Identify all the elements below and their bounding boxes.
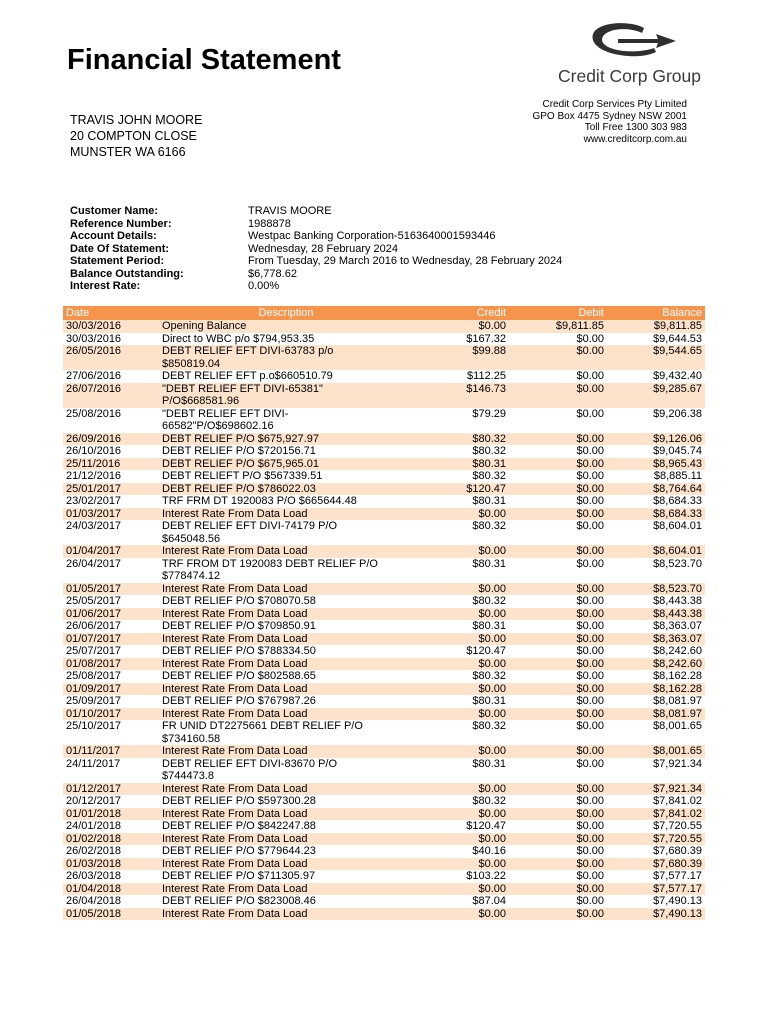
cell-debit: $0.00 bbox=[576, 370, 604, 382]
cell-date: 01/04/2018 bbox=[63, 883, 159, 896]
cell-credit: $99.88 bbox=[413, 345, 509, 370]
column-header-balance: Balance bbox=[607, 306, 705, 320]
cell-description: DEBT RELIEF EFT DIVI-74179 P/O $645048.56 bbox=[162, 520, 338, 545]
cell-credit: $80.32 bbox=[472, 795, 506, 807]
table-row bbox=[63, 683, 705, 696]
cell-description: DEBT RELIEF P/O $842247.88 bbox=[162, 820, 316, 832]
cell-balance: $7,577.17 bbox=[607, 883, 705, 896]
cell-date: 20/12/2017 bbox=[66, 795, 122, 807]
cell-balance: $9,045.74 bbox=[653, 445, 702, 457]
transactions-body bbox=[63, 320, 705, 920]
cell-credit: $0.00 bbox=[413, 658, 509, 671]
cell-debit: $0.00 bbox=[576, 695, 604, 707]
detail-row bbox=[70, 255, 562, 268]
table-row bbox=[63, 558, 705, 583]
table-header-row bbox=[63, 306, 705, 320]
column-header-date: Date bbox=[63, 306, 159, 320]
cell-credit: $112.25 bbox=[467, 370, 506, 382]
cell-debit: $0.00 bbox=[576, 870, 604, 882]
detail-row bbox=[70, 280, 562, 293]
cell-date: 25/08/2017 bbox=[66, 670, 122, 682]
cell-balance: $8,242.60 bbox=[607, 658, 705, 671]
cell-description: DEBT RELIEF P/O $597300.28 bbox=[162, 795, 316, 807]
cell-debit: $0.00 bbox=[509, 583, 607, 596]
cell-credit: $0.00 bbox=[413, 320, 509, 333]
cell-debit: $0.00 bbox=[576, 670, 604, 682]
cell-credit: $80.32 bbox=[472, 670, 506, 682]
table-row bbox=[63, 620, 705, 633]
detail-value: $6,778.62 bbox=[248, 267, 297, 280]
cell-credit: $80.32 bbox=[472, 470, 506, 482]
credit-corp-logo-icon bbox=[584, 22, 684, 64]
cell-description: Interest Rate From Data Load bbox=[159, 633, 413, 646]
cell-date: 01/03/2018 bbox=[63, 858, 159, 871]
cell-date: 01/07/2017 bbox=[63, 633, 159, 646]
cell-date: 01/09/2017 bbox=[63, 683, 159, 696]
cell-credit: $80.31 bbox=[413, 458, 509, 471]
cell-description: Interest Rate From Data Load bbox=[159, 708, 413, 721]
cell-description: TRF FROM DT 1920083 DEBT RELIEF P/O $778474.12 bbox=[162, 557, 378, 582]
cell-balance: $8,885.11 bbox=[653, 470, 702, 482]
cell-description: Interest Rate From Data Load bbox=[159, 745, 413, 758]
cell-balance: $8,443.38 bbox=[653, 595, 702, 607]
cell-debit: $0.00 bbox=[576, 895, 604, 907]
table-row bbox=[63, 370, 705, 383]
cell-date: 25/05/2017 bbox=[66, 595, 122, 607]
cell-credit: $80.32 bbox=[472, 520, 506, 532]
page-title: Financial Statement bbox=[67, 44, 341, 76]
detail-label: Account Details: bbox=[70, 230, 157, 242]
cell-date: 26/04/2018 bbox=[66, 895, 122, 907]
cell-credit: $0.00 bbox=[413, 783, 509, 796]
cell-description: DEBT RELIEF P/O $786022.03 bbox=[159, 483, 413, 496]
column-header-credit: Credit bbox=[413, 306, 509, 320]
cell-description: DEBT RELIEF P/O $709850.91 bbox=[162, 620, 316, 632]
detail-value: TRAVIS MOORE bbox=[248, 205, 332, 217]
cell-date: 24/03/2017 bbox=[66, 520, 122, 532]
column-header-description: Description bbox=[159, 306, 413, 320]
cell-debit: $0.00 bbox=[576, 407, 604, 420]
table-row bbox=[63, 808, 705, 821]
table-row bbox=[63, 595, 705, 608]
detail-value: From Tuesday, 29 March 2016 to Wednesday, 28 February 2024 bbox=[248, 255, 563, 267]
detail-row bbox=[70, 268, 562, 281]
detail-label: Customer Name: bbox=[70, 205, 159, 217]
cell-credit: $0.00 bbox=[413, 633, 509, 646]
table-row bbox=[63, 695, 705, 708]
table-row bbox=[63, 870, 705, 883]
table-row bbox=[63, 320, 705, 333]
cell-description: Interest Rate From Data Load bbox=[159, 858, 413, 871]
table-row bbox=[63, 783, 705, 796]
cell-credit: $80.32 bbox=[472, 445, 506, 457]
cell-credit: $80.31 bbox=[472, 757, 506, 770]
cell-date: 26/06/2017 bbox=[66, 620, 122, 632]
cell-date: 25/08/2016 bbox=[66, 407, 122, 420]
cell-balance: $7,577.17 bbox=[653, 870, 702, 882]
cell-credit: $0.00 bbox=[413, 858, 509, 871]
cell-balance: $7,921.34 bbox=[653, 757, 702, 770]
table-row bbox=[63, 470, 705, 483]
cell-credit: $80.31 bbox=[472, 557, 506, 570]
cell-balance: $8,363.07 bbox=[607, 633, 705, 646]
table-row bbox=[63, 758, 705, 783]
cell-date: 26/07/2016 bbox=[63, 383, 159, 408]
cell-credit: $0.00 bbox=[413, 833, 509, 846]
address-line: 20 COMPTON CLOSE bbox=[70, 129, 197, 143]
cell-description: DEBT RELIEF P/O $675,927.97 bbox=[159, 433, 413, 446]
cell-description: TRF FRM DT 1920083 P/O $665644.48 bbox=[162, 495, 357, 507]
cell-credit: $79.29 bbox=[472, 407, 506, 420]
cell-description: Interest Rate From Data Load bbox=[159, 683, 413, 696]
cell-description: Direct to WBC p/o $794,953.35 bbox=[162, 332, 315, 345]
table-row bbox=[63, 833, 705, 846]
cell-date: 24/11/2017 bbox=[66, 757, 121, 770]
account-details bbox=[70, 205, 562, 293]
cell-balance: $8,162.28 bbox=[653, 670, 702, 682]
cell-credit: $40.16 bbox=[472, 845, 506, 857]
cell-description: Interest Rate From Data Load bbox=[159, 658, 413, 671]
cell-debit: $0.00 bbox=[509, 658, 607, 671]
cell-balance: $9,432.40 bbox=[653, 370, 702, 382]
table-row bbox=[63, 545, 705, 558]
cell-description: Interest Rate From Data Load bbox=[159, 545, 413, 558]
cell-description: FR UNID DT2275661 DEBT RELIEF P/O $734160.58 bbox=[162, 720, 363, 745]
cell-credit: $80.31 bbox=[472, 695, 506, 707]
cell-debit: $0.00 bbox=[509, 908, 607, 921]
cell-balance: $9,811.85 bbox=[607, 320, 705, 333]
cell-balance: $8,764.64 bbox=[607, 483, 705, 496]
cell-credit: $0.00 bbox=[413, 683, 509, 696]
cell-description: "DEBT RELIEF EFT DIVI- 66582"P/O$698602.16 bbox=[162, 407, 289, 432]
cell-credit: $80.32 bbox=[472, 720, 506, 732]
table-row bbox=[63, 895, 705, 908]
cell-date: 26/03/2018 bbox=[66, 870, 122, 882]
cell-balance: $8,162.28 bbox=[607, 683, 705, 696]
detail-value: 1988878 bbox=[248, 217, 291, 230]
cell-debit: $0.00 bbox=[576, 757, 604, 770]
cell-date: 01/06/2017 bbox=[63, 608, 159, 621]
cell-credit: $80.31 bbox=[472, 495, 506, 507]
company-name: Credit Corp Services Pty Limited bbox=[542, 99, 687, 110]
cell-date: 25/09/2017 bbox=[66, 695, 122, 707]
table-row bbox=[63, 583, 705, 596]
cell-balance: $8,604.01 bbox=[607, 545, 705, 558]
cell-debit: $0.00 bbox=[576, 845, 604, 857]
cell-credit: $167.32 bbox=[466, 332, 506, 345]
cell-date: 26/10/2016 bbox=[66, 445, 122, 457]
cell-description: "DEBT RELIEF EFT DIVI-65381" P/O$668581.96 bbox=[159, 383, 413, 408]
table-row bbox=[63, 383, 705, 408]
logo-text: Credit Corp Group bbox=[558, 66, 701, 86]
detail-row bbox=[70, 230, 562, 243]
recipient-address bbox=[70, 112, 202, 160]
cell-date: 01/01/2018 bbox=[63, 808, 159, 821]
table-row bbox=[63, 820, 705, 833]
company-details bbox=[532, 99, 687, 145]
cell-debit: $0.00 bbox=[576, 470, 604, 482]
cell-balance: $8,081.97 bbox=[607, 708, 705, 721]
cell-debit: $0.00 bbox=[509, 383, 607, 408]
table-row bbox=[63, 633, 705, 646]
cell-credit: $80.32 bbox=[472, 595, 506, 607]
cell-date: 01/11/2017 bbox=[63, 745, 159, 758]
cell-date: 01/12/2017 bbox=[63, 783, 159, 796]
cell-debit: $0.00 bbox=[576, 445, 604, 457]
table-row bbox=[63, 795, 705, 808]
cell-balance: $7,680.39 bbox=[607, 858, 705, 871]
cell-date: 25/01/2017 bbox=[63, 483, 159, 496]
cell-date: 01/04/2017 bbox=[63, 545, 159, 558]
cell-credit: $0.00 bbox=[413, 583, 509, 596]
column-header-debit: Debit bbox=[509, 306, 607, 320]
detail-value: 0.00% bbox=[248, 280, 280, 292]
detail-label: Balance Outstanding: bbox=[70, 267, 184, 280]
cell-description: DEBT RELIEF P/O $675,965.01 bbox=[159, 458, 413, 471]
detail-label: Date Of Statement: bbox=[70, 242, 170, 255]
cell-description: Interest Rate From Data Load bbox=[159, 808, 413, 821]
cell-balance: $8,523.70 bbox=[607, 583, 705, 596]
table-row bbox=[63, 333, 705, 346]
table-row bbox=[63, 658, 705, 671]
cell-balance: $8,363.07 bbox=[653, 620, 702, 632]
cell-description: Interest Rate From Data Load bbox=[159, 833, 413, 846]
cell-credit: $80.32 bbox=[413, 433, 509, 446]
cell-balance: $9,285.67 bbox=[607, 383, 705, 408]
table-row bbox=[63, 708, 705, 721]
cell-description: DEBT RELIEFT P/O $567339.51 bbox=[162, 470, 323, 482]
cell-balance: $8,242.60 bbox=[653, 645, 702, 657]
table-row bbox=[63, 520, 705, 545]
cell-date: 30/03/2016 bbox=[63, 320, 159, 333]
cell-date: 26/02/2018 bbox=[66, 845, 122, 857]
cell-debit: $0.00 bbox=[509, 808, 607, 821]
table-row bbox=[63, 745, 705, 758]
cell-date: 01/10/2017 bbox=[63, 708, 159, 721]
cell-description: DEBT RELIEF P/O $708070.58 bbox=[162, 595, 316, 607]
cell-date: 23/02/2017 bbox=[66, 495, 122, 507]
cell-debit: $0.00 bbox=[509, 883, 607, 896]
table-row bbox=[63, 908, 705, 921]
cell-date: 26/09/2016 bbox=[63, 433, 159, 446]
cell-description: Interest Rate From Data Load bbox=[159, 583, 413, 596]
table-row bbox=[63, 720, 705, 745]
cell-credit: $120.47 bbox=[413, 483, 509, 496]
cell-balance: $7,841.02 bbox=[653, 795, 702, 807]
cell-description: DEBT RELIEF P/O $788334.50 bbox=[162, 645, 316, 657]
cell-credit: $80.31 bbox=[472, 620, 506, 632]
cell-description: Interest Rate From Data Load bbox=[159, 883, 413, 896]
cell-debit: $0.00 bbox=[576, 820, 604, 832]
cell-description: Interest Rate From Data Load bbox=[159, 608, 413, 621]
cell-description: DEBT RELIEF P/O $779644.23 bbox=[162, 845, 316, 857]
cell-balance: $7,680.39 bbox=[653, 845, 702, 857]
cell-balance: $8,684.33 bbox=[607, 508, 705, 521]
cell-debit: $0.00 bbox=[509, 545, 607, 558]
cell-credit: $0.00 bbox=[413, 745, 509, 758]
table-row bbox=[63, 433, 705, 446]
cell-balance: $8,001.65 bbox=[653, 720, 702, 732]
cell-debit: $0.00 bbox=[509, 833, 607, 846]
table-row bbox=[63, 445, 705, 458]
cell-debit: $0.00 bbox=[576, 795, 604, 807]
cell-balance: $9,126.06 bbox=[607, 433, 705, 446]
cell-balance: $8,001.65 bbox=[607, 745, 705, 758]
cell-date: 21/12/2016 bbox=[66, 470, 122, 482]
cell-credit: $0.00 bbox=[413, 508, 509, 521]
company-postal: GPO Box 4475 Sydney NSW 2001 bbox=[532, 110, 687, 122]
cell-balance: $7,720.55 bbox=[653, 820, 702, 832]
detail-label: Interest Rate: bbox=[70, 280, 141, 292]
table-row bbox=[63, 483, 705, 496]
cell-date: 01/03/2017 bbox=[63, 508, 159, 521]
cell-credit: $120.47 bbox=[466, 820, 506, 832]
cell-credit: $146.73 bbox=[413, 383, 509, 408]
cell-credit: $0.00 bbox=[413, 545, 509, 558]
cell-credit: $0.00 bbox=[413, 708, 509, 721]
cell-date: 25/10/2017 bbox=[66, 720, 122, 732]
cell-debit: $0.00 bbox=[576, 332, 604, 345]
table-row bbox=[63, 345, 705, 370]
detail-value: Westpac Banking Corporation-516364000159​3446 bbox=[248, 230, 496, 242]
cell-description: Opening Balance bbox=[159, 320, 413, 333]
cell-balance: $8,684.33 bbox=[653, 495, 702, 507]
company-phone: Toll Free 1300 303 983 bbox=[584, 122, 687, 134]
cell-debit: $0.00 bbox=[576, 495, 604, 507]
table-row bbox=[63, 608, 705, 621]
detail-row bbox=[70, 218, 562, 231]
detail-label: Reference Number: bbox=[70, 217, 172, 230]
cell-description: Interest Rate From Data Load bbox=[159, 908, 413, 921]
cell-balance: $8,604.01 bbox=[653, 520, 702, 532]
cell-credit: $0.00 bbox=[413, 608, 509, 621]
table-row bbox=[63, 458, 705, 471]
table-row bbox=[63, 858, 705, 871]
cell-balance: $7,720.55 bbox=[607, 833, 705, 846]
cell-credit: $120.47 bbox=[466, 645, 506, 657]
detail-value: Wednesday, 28 February 2024 bbox=[248, 242, 399, 255]
cell-balance: $9,206.38 bbox=[653, 407, 702, 420]
cell-debit: $0.00 bbox=[509, 458, 607, 471]
cell-date: 01/08/2017 bbox=[63, 658, 159, 671]
cell-balance: $7,841.02 bbox=[607, 808, 705, 821]
cell-date: 30/03/2016 bbox=[66, 332, 122, 345]
cell-debit: $0.00 bbox=[576, 595, 604, 607]
table-row bbox=[63, 845, 705, 858]
detail-row bbox=[70, 243, 562, 256]
cell-debit: $0.00 bbox=[576, 620, 604, 632]
cell-balance: $7,490.13 bbox=[653, 895, 702, 907]
cell-debit: $0.00 bbox=[509, 433, 607, 446]
detail-label: Statement Period: bbox=[70, 255, 165, 267]
cell-date: 01/05/2018 bbox=[63, 908, 159, 921]
cell-debit: $0.00 bbox=[576, 720, 604, 732]
cell-debit: $0.00 bbox=[509, 345, 607, 370]
cell-date: 24/01/2018 bbox=[66, 820, 122, 832]
cell-balance: $7,921.34 bbox=[607, 783, 705, 796]
cell-debit: $0.00 bbox=[509, 633, 607, 646]
cell-description: DEBT RELIEF EFT DIVI-83670 P/O $744473.8 bbox=[162, 757, 338, 782]
table-row bbox=[63, 670, 705, 683]
cell-description: DEBT RELIEF P/O $802588.65 bbox=[162, 670, 316, 682]
cell-debit: $0.00 bbox=[509, 783, 607, 796]
cell-balance: $9,544.65 bbox=[607, 345, 705, 370]
table-row bbox=[63, 408, 705, 433]
cell-description: DEBT RELIEF P/O $720156.71 bbox=[162, 445, 316, 457]
cell-date: 25/07/2017 bbox=[66, 645, 122, 657]
cell-debit: $0.00 bbox=[509, 483, 607, 496]
cell-date: 01/02/2018 bbox=[63, 833, 159, 846]
company-logo bbox=[554, 22, 714, 92]
cell-description: DEBT RELIEF P/O $711305.97 bbox=[162, 870, 316, 882]
cell-date: 01/05/2017 bbox=[63, 583, 159, 596]
cell-date: 27/06/2016 bbox=[66, 370, 122, 382]
cell-credit: $0.00 bbox=[413, 808, 509, 821]
cell-balance: $8,081.97 bbox=[653, 695, 702, 707]
cell-description: Interest Rate From Data Load bbox=[159, 508, 413, 521]
cell-debit: $0.00 bbox=[576, 520, 604, 532]
transactions-table bbox=[63, 306, 705, 920]
cell-debit: $0.00 bbox=[576, 645, 604, 657]
cell-date: 25/11/2016 bbox=[63, 458, 159, 471]
table-row bbox=[63, 645, 705, 658]
cell-description: DEBT RELIEF P/O $823008.46 bbox=[162, 895, 316, 907]
cell-debit: $0.00 bbox=[509, 608, 607, 621]
cell-debit: $0.00 bbox=[509, 708, 607, 721]
cell-credit: $103.22 bbox=[466, 870, 506, 882]
table-row bbox=[63, 883, 705, 896]
cell-date: 26/05/2016 bbox=[63, 345, 159, 370]
cell-debit: $0.00 bbox=[509, 508, 607, 521]
table-row bbox=[63, 495, 705, 508]
cell-balance: $8,523.70 bbox=[653, 557, 702, 570]
address-line: MUNSTER WA 6166 bbox=[70, 145, 186, 159]
cell-balance: $8,965.43 bbox=[607, 458, 705, 471]
cell-credit: $87.04 bbox=[472, 895, 506, 907]
detail-row bbox=[70, 205, 562, 218]
cell-balance: $7,490.13 bbox=[607, 908, 705, 921]
cell-balance: $8,443.38 bbox=[607, 608, 705, 621]
cell-description: DEBT RELIEF P/O $767987.26 bbox=[162, 695, 316, 707]
cell-balance: $9,644.53 bbox=[653, 332, 702, 345]
table-row bbox=[63, 508, 705, 521]
cell-debit: $9,811.85 bbox=[509, 320, 607, 333]
cell-description: DEBT RELIEF EFT DIVI-63783 p/o $850819.04 bbox=[159, 345, 413, 370]
address-line: TRAVIS JOHN MOORE bbox=[70, 113, 203, 127]
company-website: www.creditcorp.com.au bbox=[583, 133, 687, 145]
cell-description: Interest Rate From Data Load bbox=[159, 783, 413, 796]
cell-date: 26/04/2017 bbox=[66, 557, 122, 570]
cell-debit: $0.00 bbox=[509, 858, 607, 871]
cell-debit: $0.00 bbox=[509, 745, 607, 758]
cell-debit: $0.00 bbox=[509, 683, 607, 696]
cell-credit: $0.00 bbox=[413, 908, 509, 921]
cell-credit: $0.00 bbox=[413, 883, 509, 896]
cell-debit: $0.00 bbox=[576, 557, 604, 570]
cell-description: DEBT RELIEF EFT p.o$660510.79 bbox=[162, 370, 333, 382]
